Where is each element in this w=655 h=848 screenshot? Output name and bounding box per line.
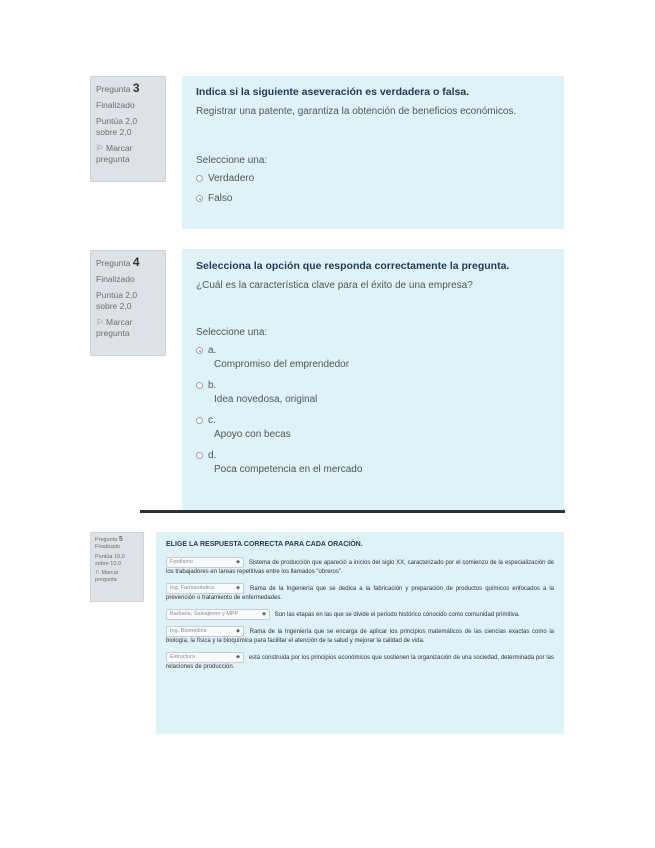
flag-icon: ⚐ [96, 317, 104, 327]
answer-select-value: Estructura [170, 654, 196, 661]
sentence-text: Son las etapas en las que se divide el periodo histórico conocido como comunidad primitiva. [274, 612, 520, 619]
question-status: Finalizado [96, 100, 135, 110]
flag-question-link[interactable] [96, 317, 160, 339]
option-label: Idea novedosa, original [214, 394, 318, 405]
sentence-item [166, 652, 554, 672]
question-status: Finalizado [96, 274, 135, 284]
flag-icon: ⚐ [96, 143, 104, 153]
question-text: ¿Cuál es la característica clave para el éxito de una empresa? [196, 280, 473, 291]
flag-question-link[interactable] [96, 143, 160, 165]
question-text: Registrar una patente, garantiza la obtención de beneficios económicos. [196, 106, 517, 117]
select-caret-icon: ◆ [262, 611, 266, 618]
option-false[interactable] [196, 193, 550, 204]
option-true[interactable] [196, 173, 550, 184]
option-label: Falso [208, 193, 233, 204]
option-label: Verdadero [208, 173, 255, 184]
question-score-max: sobre 2,0 [96, 127, 132, 137]
flag-label-2: pregunta [96, 328, 130, 338]
select-caret-icon: ◆ [236, 585, 240, 592]
option-c[interactable] [196, 415, 550, 440]
option-label: Apoyo con becas [214, 429, 291, 440]
option-letter: d. [208, 450, 217, 461]
question-label: Pregunta [95, 537, 118, 543]
answer-select[interactable] [166, 609, 270, 620]
radio-checked-icon[interactable] [196, 347, 203, 354]
question-number-value: 4 [132, 255, 140, 269]
question-score: Puntúa 2,0 [96, 290, 138, 300]
radio-icon[interactable] [196, 452, 203, 459]
sentence-text: Rama de la Ingeniería que se dedica a la fabricación y preparación de productos químicos enfocados a la prevención o tratamiento de enfermedades. [166, 586, 554, 602]
question-title: Indica si la siguiente aseveración es verdadera o falsa. [196, 86, 470, 98]
answer-select-value: Ing. Biomédica [170, 628, 207, 635]
answer-select[interactable] [166, 652, 244, 663]
flag-question-link[interactable] [95, 570, 139, 584]
option-b[interactable] [196, 380, 550, 405]
question-title: ELIGE LA RESPUESTA CORRECTA PARA CADA ORACIÓN. [166, 541, 363, 548]
flag-label-2: pregunta [96, 154, 130, 164]
question-label: Pregunta [96, 258, 131, 268]
select-caret-icon: ◆ [236, 628, 240, 635]
option-letter: c. [208, 415, 216, 426]
question-score-max: sobre 10,0 [95, 561, 121, 567]
question-number [96, 257, 160, 269]
radio-checked-icon[interactable] [196, 195, 203, 202]
question-score-max: sobre 2,0 [96, 301, 132, 311]
select-caret-icon: ◆ [236, 654, 240, 661]
answer-select[interactable] [166, 557, 244, 568]
answer-select[interactable] [166, 583, 244, 594]
flag-label-2: pregunta [95, 577, 117, 583]
option-label: Poca competencia en el mercado [214, 464, 363, 475]
option-a[interactable] [196, 345, 550, 370]
sentence-item [166, 609, 554, 620]
question-label: Pregunta [96, 84, 131, 94]
question-number-value: 3 [132, 81, 140, 95]
answer-select[interactable] [166, 626, 244, 637]
sentence-item [166, 557, 554, 577]
question-content [182, 76, 564, 229]
flag-label: Marcar [101, 570, 119, 576]
question-number [96, 83, 160, 95]
radio-icon[interactable] [196, 175, 203, 182]
answer-select-value: Ing. Farmacéutica [170, 585, 215, 592]
question-status: Finalizado [95, 544, 121, 550]
flag-label: Marcar [106, 317, 133, 327]
select-label: Seleccione una: [196, 155, 268, 166]
question-content [156, 532, 564, 734]
option-letter: a. [208, 345, 217, 356]
radio-icon[interactable] [196, 417, 203, 424]
option-letter: b. [208, 380, 217, 391]
question-content [182, 249, 564, 510]
sentence-text: está construida por los principios económicos que sostienen la organización de una sociedad, determinada por las relaciones de producción. [166, 655, 555, 671]
radio-icon[interactable] [196, 382, 203, 389]
sentence-item [166, 583, 554, 603]
answer-select-value: Fordismo [170, 559, 193, 565]
answer-select-value: Barbarie, Salvajismo y MPP [170, 611, 239, 618]
question-number [95, 536, 139, 544]
select-caret-icon: ◆ [236, 559, 240, 565]
option-d[interactable] [196, 450, 550, 475]
question-info-panel [90, 532, 144, 602]
question-info-panel [90, 76, 166, 182]
flag-icon: ⚐ [95, 570, 100, 576]
sentence-text: Rama de la Ingeniería que se encarga de aplicar los principios matemáticos de las ciencias exactas como la biología, la física y la bioquímica para facilitar el atención de la salud y mejorar la calidad de vida. [166, 629, 554, 645]
sentence-item [166, 626, 554, 646]
sentence-text: Sistema de producción que apareció a inicios del siglo XX, caracterizado por el comienzo de la especialización de los trabajadores en tareas repetitivas entre los llamados "obreros". [166, 560, 554, 576]
question-number-value: 5 [118, 536, 123, 543]
question-score: Puntúa 2,0 [96, 116, 138, 126]
question-info-panel [90, 250, 166, 356]
screenshot-divider [140, 510, 565, 513]
question-score: Puntúa 10,0 [95, 554, 125, 560]
flag-label: Marcar [106, 143, 133, 153]
option-label: Compromiso del emprendedor [214, 359, 350, 370]
select-label: Seleccione una: [196, 327, 268, 338]
question-title: Selecciona la opción que responda correctamente la pregunta. [196, 260, 510, 272]
